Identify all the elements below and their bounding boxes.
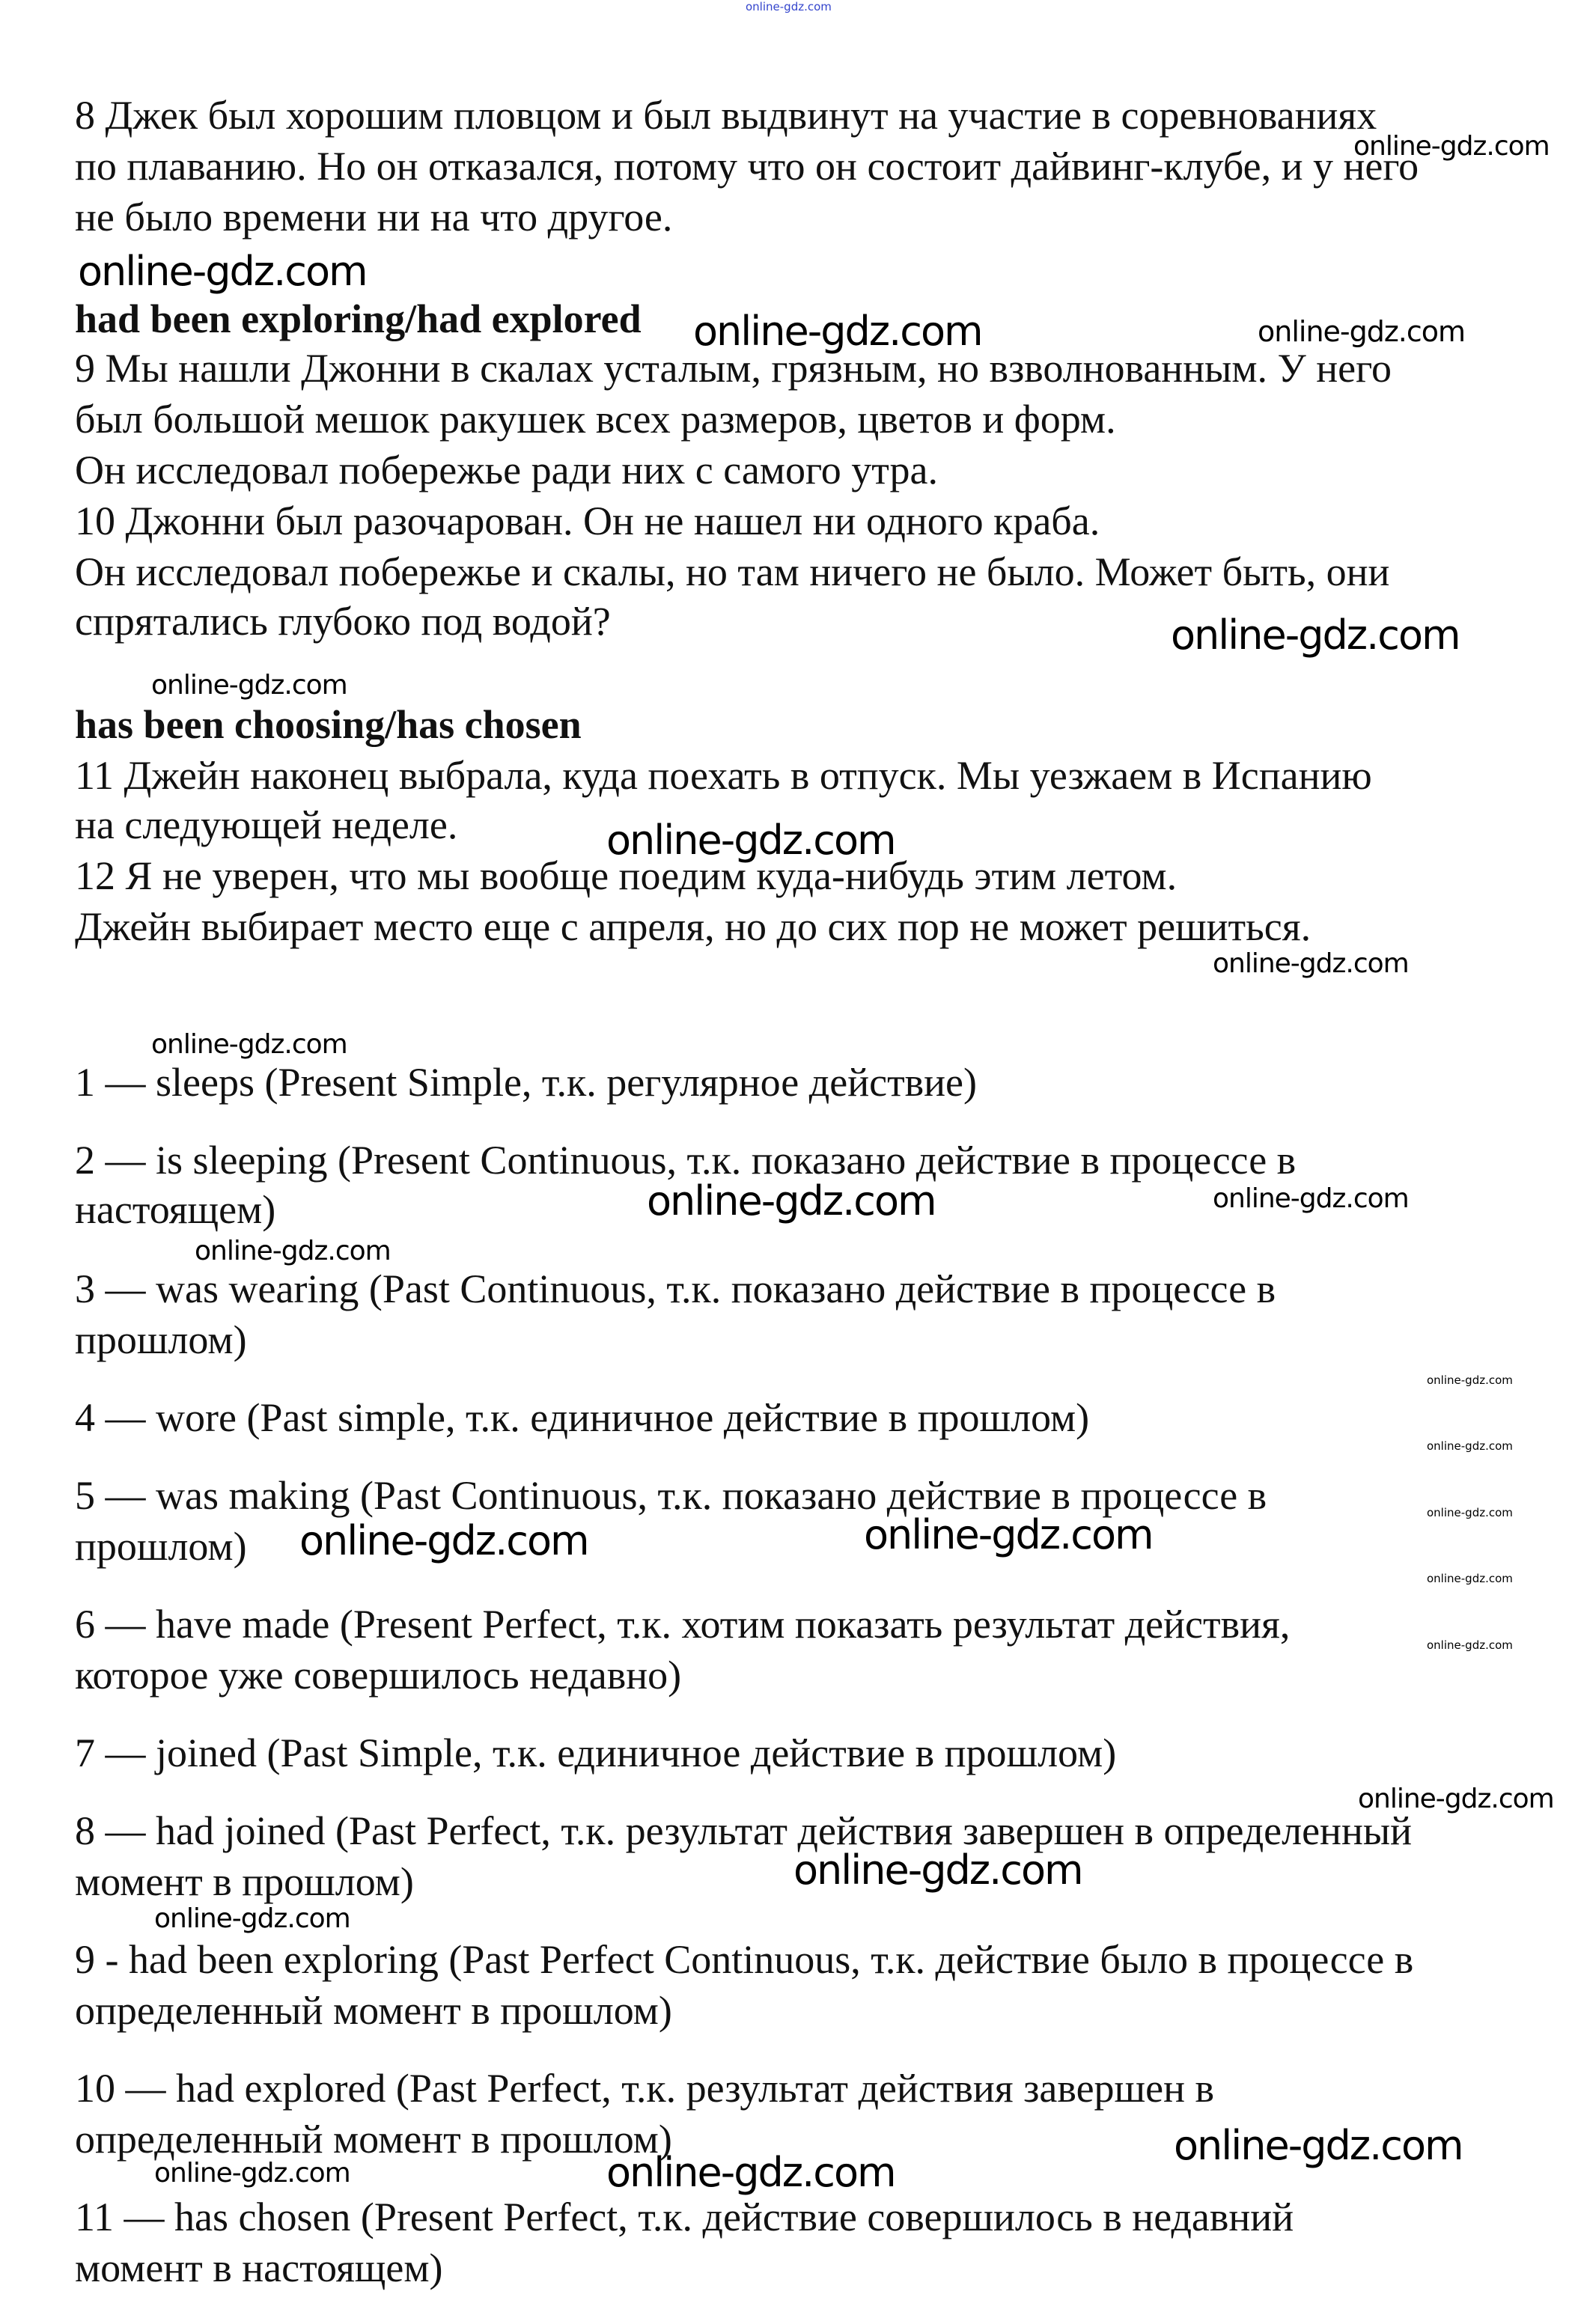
watermark: online-gdz.com [78, 248, 367, 295]
answer-line: 2 — is sleeping (Present Continuous, т.к. показано действие в процессе в [75, 1138, 1297, 1183]
watermark: online-gdz.com [1174, 2122, 1463, 2169]
watermark: online-gdz.com [1353, 131, 1550, 162]
watermark: online-gdz.com [151, 670, 347, 701]
answer-line: 6 — have made (Present Perfect, т.к. хотим показать результат действия, [75, 1602, 1291, 1647]
answer-line: 9 - had been exploring (Past Perfect Continuous, т.к. действие было в процессе в [75, 1937, 1414, 1982]
watermark: online-gdz.com [1427, 1506, 1513, 1519]
answer-line: прошлом) [75, 1317, 247, 1362]
text-line: 11 Джейн наконец выбрала, куда поехать в отпуск. Мы уезжаем в Испанию [75, 753, 1372, 798]
text-line: не было времени ни на что другое. [75, 195, 673, 240]
answer-line: 5 — was making (Past Continuous, т.к. показано действие в процессе в [75, 1473, 1267, 1518]
text-line: 8 Джек был хорошим пловцом и был выдвинут на участие в соревнованиях [75, 93, 1377, 138]
text-line: Джейн выбирает место еще с апреля, но до сих пор не может решиться. [75, 904, 1311, 949]
text-line: на следующей неделе. [75, 802, 458, 847]
watermark: online-gdz.com [299, 1517, 588, 1564]
answer-line: 7 — joined (Past Simple, т.к. единичное действие в прошлом) [75, 1730, 1117, 1775]
watermark: online-gdz.com [864, 1511, 1153, 1558]
answer-line: определенный момент в прошлом) [75, 1988, 672, 2033]
watermark: online-gdz.com [154, 2158, 350, 2189]
watermark: online-gdz.com [1427, 1572, 1513, 1585]
watermark: online-gdz.com [606, 817, 895, 864]
answer-line: 10 — had explored (Past Perfect, т.к. результат действия завершен в [75, 2066, 1214, 2111]
text-line: был большой мешок ракушек всех размеров, цветов и форм. [75, 397, 1116, 442]
watermark: online-gdz.com [151, 1029, 347, 1060]
watermark: online-gdz.com [1213, 948, 1409, 979]
watermark: online-gdz.com [793, 1846, 1082, 1894]
text-line: по плаванию. Но он отказался, потому что он состоит дайвинг-клубе, и у него [75, 144, 1419, 189]
watermark: online-gdz.com [746, 0, 832, 13]
text-line: 12 Я не уверен, что мы вообще поедим куда-нибудь этим летом. [75, 853, 1178, 898]
answer-line: 1 — sleeps (Present Simple, т.к. регулярное действие) [75, 1060, 978, 1105]
text-line: 9 Мы нашли Джонни в скалах усталым, грязным, но взволнованным. У него [75, 346, 1392, 391]
watermark: online-gdz.com [154, 1903, 350, 1934]
answer-line: 3 — was wearing (Past Continuous, т.к. показано действие в процессе в [75, 1266, 1276, 1311]
watermark: online-gdz.com [693, 308, 982, 355]
answer-line: 11 — has chosen (Present Perfect, т.к. действие совершилось в недавний [75, 2195, 1294, 2239]
section-heading: has been choosing/has chosen [75, 702, 582, 747]
watermark: online-gdz.com [1171, 612, 1460, 659]
answer-line: 4 — wore (Past simple, т.к. единичное действие в прошлом) [75, 1395, 1090, 1440]
answer-line: момент в настоящем) [75, 2245, 443, 2290]
text-line: Он исследовал побережье ради них с самого утра. [75, 448, 938, 492]
watermark: online-gdz.com [1427, 1638, 1513, 1652]
watermark: online-gdz.com [647, 1177, 936, 1224]
watermark: online-gdz.com [195, 1236, 391, 1266]
answer-line: определенный момент в прошлом) [75, 2117, 672, 2162]
text-line: 10 Джонни был разочарован. Он не нашел ни одного краба. [75, 498, 1100, 543]
answer-line: которое уже совершилось недавно) [75, 1653, 682, 1698]
answer-line: прошлом) [75, 1524, 247, 1569]
answer-line: 8 — had joined (Past Perfect, т.к. результат действия завершен в определенный [75, 1808, 1413, 1853]
watermark: online-gdz.com [1427, 1439, 1513, 1453]
watermark: online-gdz.com [1427, 1373, 1513, 1387]
answer-line: настоящем) [75, 1187, 276, 1232]
watermark: online-gdz.com [1258, 315, 1466, 348]
watermark: online-gdz.com [1213, 1183, 1409, 1214]
watermark: online-gdz.com [606, 2149, 895, 2196]
text-line: Он исследовал побережье и скалы, но там ничего не было. Может быть, они [75, 549, 1390, 594]
section-heading: had been exploring/had explored [75, 296, 642, 341]
watermark: online-gdz.com [1358, 1784, 1554, 1814]
text-line: спрятались глубоко под водой? [75, 599, 611, 644]
answer-line: момент в прошлом) [75, 1859, 414, 1904]
